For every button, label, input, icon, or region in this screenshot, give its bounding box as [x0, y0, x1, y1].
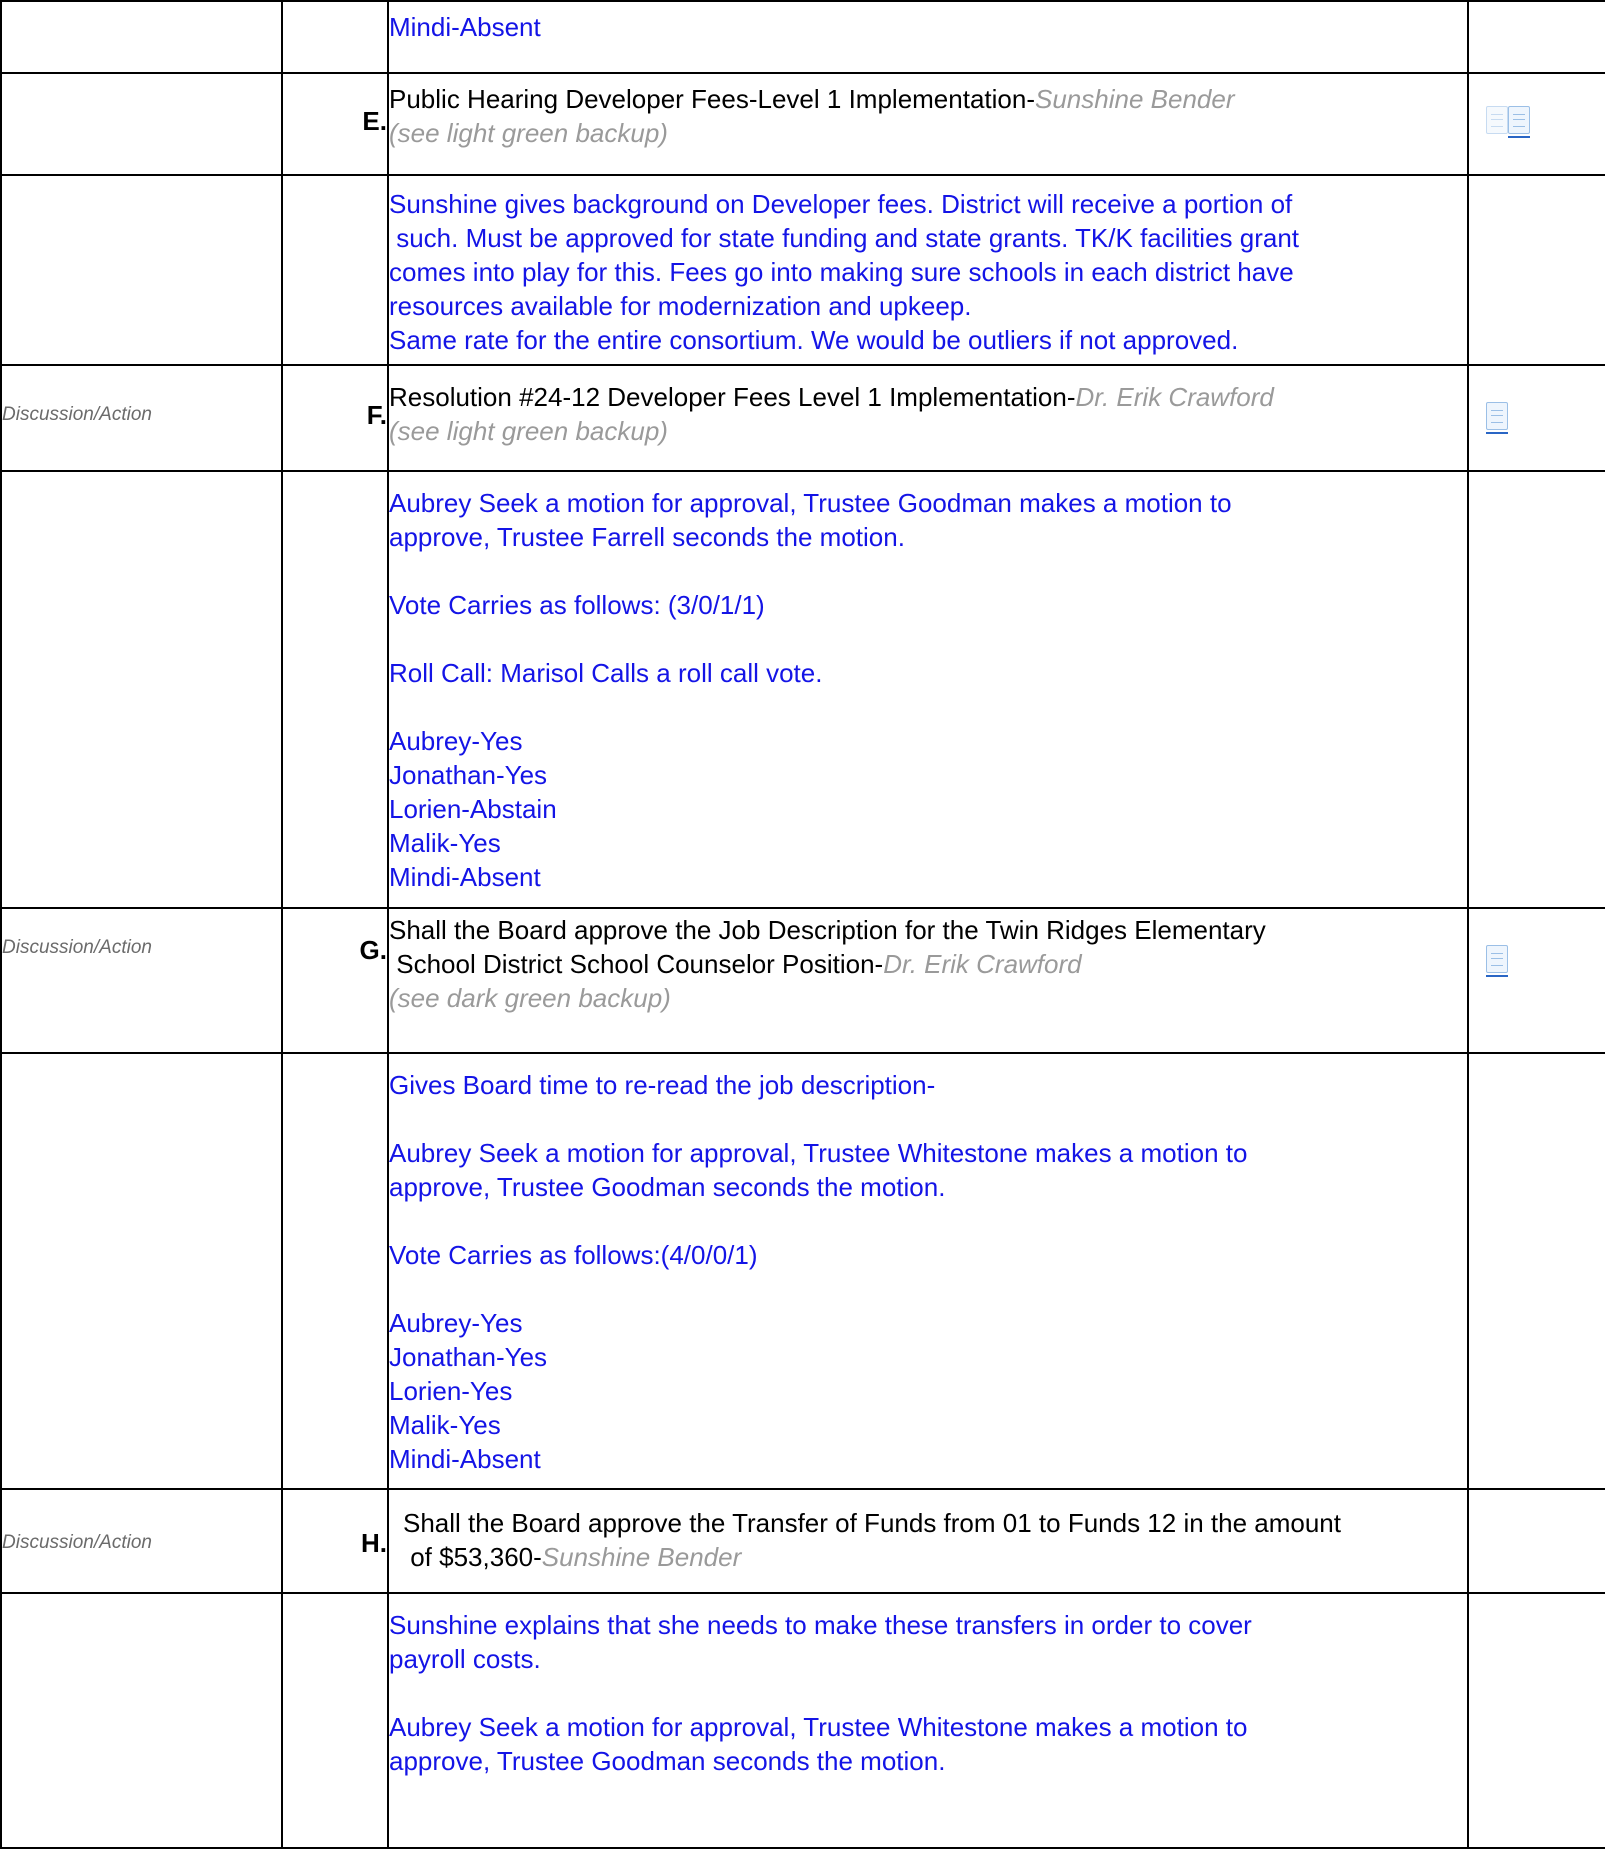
- backup-note: (see light green backup): [389, 118, 668, 148]
- type-cell: [1, 1593, 282, 1848]
- note-line: Aubrey Seek a motion for approval, Trustee Whitestone makes a motion to: [389, 1138, 1248, 1168]
- roll-entry: Lorien-Abstain: [389, 794, 557, 824]
- agenda-item-title: [388, 908, 1468, 1053]
- roll-entry: Mindi-Absent: [389, 1444, 541, 1474]
- title-text: Resolution #24-12 Developer Fees Level 1 Implementation-: [389, 382, 1076, 412]
- notes-row: [1, 175, 1605, 365]
- notes-row: [1, 471, 1605, 908]
- agenda-item-title: [388, 73, 1468, 175]
- roll-entry: Jonathan-Yes: [389, 1342, 548, 1372]
- vote-result: Vote Carries as follows:(4/0/0/1): [389, 1240, 758, 1270]
- document-icon[interactable]: [1508, 106, 1530, 138]
- backup-note: (see dark green backup): [389, 983, 671, 1013]
- agenda-item-title: [388, 1489, 1468, 1593]
- item-letter: F.: [282, 365, 388, 471]
- type-cell: [1, 471, 282, 908]
- intro-text: [389, 1608, 1467, 1676]
- roll-entry: Jonathan-Yes: [389, 760, 548, 790]
- agenda-item-title: [388, 365, 1468, 471]
- attachment-cell: [1468, 1593, 1605, 1848]
- roll-entry: Mindi-Absent: [389, 862, 541, 892]
- vote-result: Vote Carries as follows: (3/0/1/1): [389, 590, 765, 620]
- note-line: Aubrey Seek a motion for approval, Trustee Goodman makes a motion to: [389, 488, 1232, 518]
- notes-cell: [388, 1, 1468, 73]
- presenter-name: Sunshine Bender: [1035, 84, 1235, 114]
- agenda-item-row: [1, 908, 1605, 1053]
- title-text: Public Hearing Developer Fees-Level 1 Implementation-: [389, 84, 1035, 114]
- roll-entry: Malik-Yes: [389, 828, 501, 858]
- notes-row: [1, 1593, 1605, 1848]
- type-cell: [1, 1053, 282, 1489]
- roll-entry: Mindi-Absent: [389, 12, 541, 42]
- roll-entry: Aubrey-Yes: [389, 726, 523, 756]
- agenda-item-row: [1, 73, 1605, 175]
- table-row: [1, 1, 1605, 73]
- letter-cell: [282, 175, 388, 365]
- presenter-name: Sunshine Bender: [541, 1542, 742, 1572]
- type-cell: [1, 175, 282, 365]
- title-text: of $53,360-: [403, 1542, 542, 1572]
- document-icon[interactable]: [1486, 945, 1508, 977]
- attachment-cell: [1468, 1053, 1605, 1489]
- document-icon[interactable]: [1486, 106, 1508, 134]
- note-line: payroll costs.: [389, 1644, 541, 1674]
- attachment-cell: [1468, 365, 1605, 471]
- attachment-cell: [1468, 175, 1605, 365]
- notes-row: [1, 1053, 1605, 1489]
- roll-entry: Aubrey-Yes: [389, 1308, 523, 1338]
- letter-cell: [282, 471, 388, 908]
- roll-call-text: Roll Call: Marisol Calls a roll call vote.: [389, 658, 823, 688]
- roll-entry: Malik-Yes: [389, 1410, 501, 1440]
- type-cell: [1, 73, 282, 175]
- note-line: resources available for modernization and upkeep.: [389, 291, 972, 321]
- title-text: School District School Counselor Position-: [389, 949, 884, 979]
- note-line: Sunshine gives background on Developer fees. District will receive a portion of: [389, 189, 1293, 219]
- motion-text: [389, 486, 1467, 554]
- notes-cell: [388, 1053, 1468, 1489]
- item-letter: G.: [282, 908, 388, 1053]
- note-line: approve, Trustee Goodman seconds the motion.: [389, 1172, 946, 1202]
- document-icon[interactable]: [1486, 402, 1508, 434]
- note-line: such. Must be approved for state funding and state grants. TK/K facilities grant: [389, 223, 1300, 253]
- attachment-cell: [1468, 73, 1605, 175]
- note-line: approve, Trustee Goodman seconds the motion.: [389, 1746, 946, 1776]
- note-line: Same rate for the entire consortium. We would be outliers if not approved.: [389, 325, 1239, 355]
- letter-cell: [282, 1, 388, 73]
- intro-text: Gives Board time to re-read the job description-: [389, 1070, 936, 1100]
- presenter-name: Dr. Erik Crawford: [1075, 382, 1274, 412]
- letter-cell: [282, 1593, 388, 1848]
- note-line: Aubrey Seek a motion for approval, Trustee Whitestone makes a motion to: [389, 1712, 1248, 1742]
- item-type: Discussion/Action: [1, 908, 282, 1053]
- item-letter: H.: [282, 1489, 388, 1593]
- title-text: Shall the Board approve the Transfer of Funds from 01 to Funds 12 in the amount: [403, 1508, 1341, 1538]
- note-line: Sunshine explains that she needs to make these transfers in order to cover: [389, 1610, 1252, 1640]
- presenter-name: Dr. Erik Crawford: [883, 949, 1082, 979]
- note-line: approve, Trustee Farrell seconds the motion.: [389, 522, 905, 552]
- notes-cell: [388, 175, 1468, 365]
- roll-call-list: [389, 1306, 1467, 1476]
- motion-text: [389, 1710, 1467, 1778]
- motion-text: [389, 1136, 1467, 1204]
- title-text: Shall the Board approve the Job Description for the Twin Ridges Elementary: [389, 915, 1266, 945]
- item-letter: E.: [282, 73, 388, 175]
- roll-entry: Lorien-Yes: [389, 1376, 513, 1406]
- attachment-cell: [1468, 908, 1605, 1053]
- attachment-cell: [1468, 1, 1605, 73]
- attachment-cell: [1468, 471, 1605, 908]
- letter-cell: [282, 1053, 388, 1489]
- agenda-item-row: [1, 1489, 1605, 1593]
- notes-cell: [388, 1593, 1468, 1848]
- note-line: comes into play for this. Fees go into making sure schools in each district have: [389, 257, 1294, 287]
- notes-cell: [388, 471, 1468, 908]
- item-type: Discussion/Action: [1, 365, 282, 471]
- roll-call-list: [389, 724, 1467, 894]
- backup-note: (see light green backup): [389, 416, 668, 446]
- attachment-cell: [1468, 1489, 1605, 1593]
- type-cell: [1, 1, 282, 73]
- item-type: Discussion/Action: [1, 1489, 282, 1593]
- agenda-item-row: [1, 365, 1605, 471]
